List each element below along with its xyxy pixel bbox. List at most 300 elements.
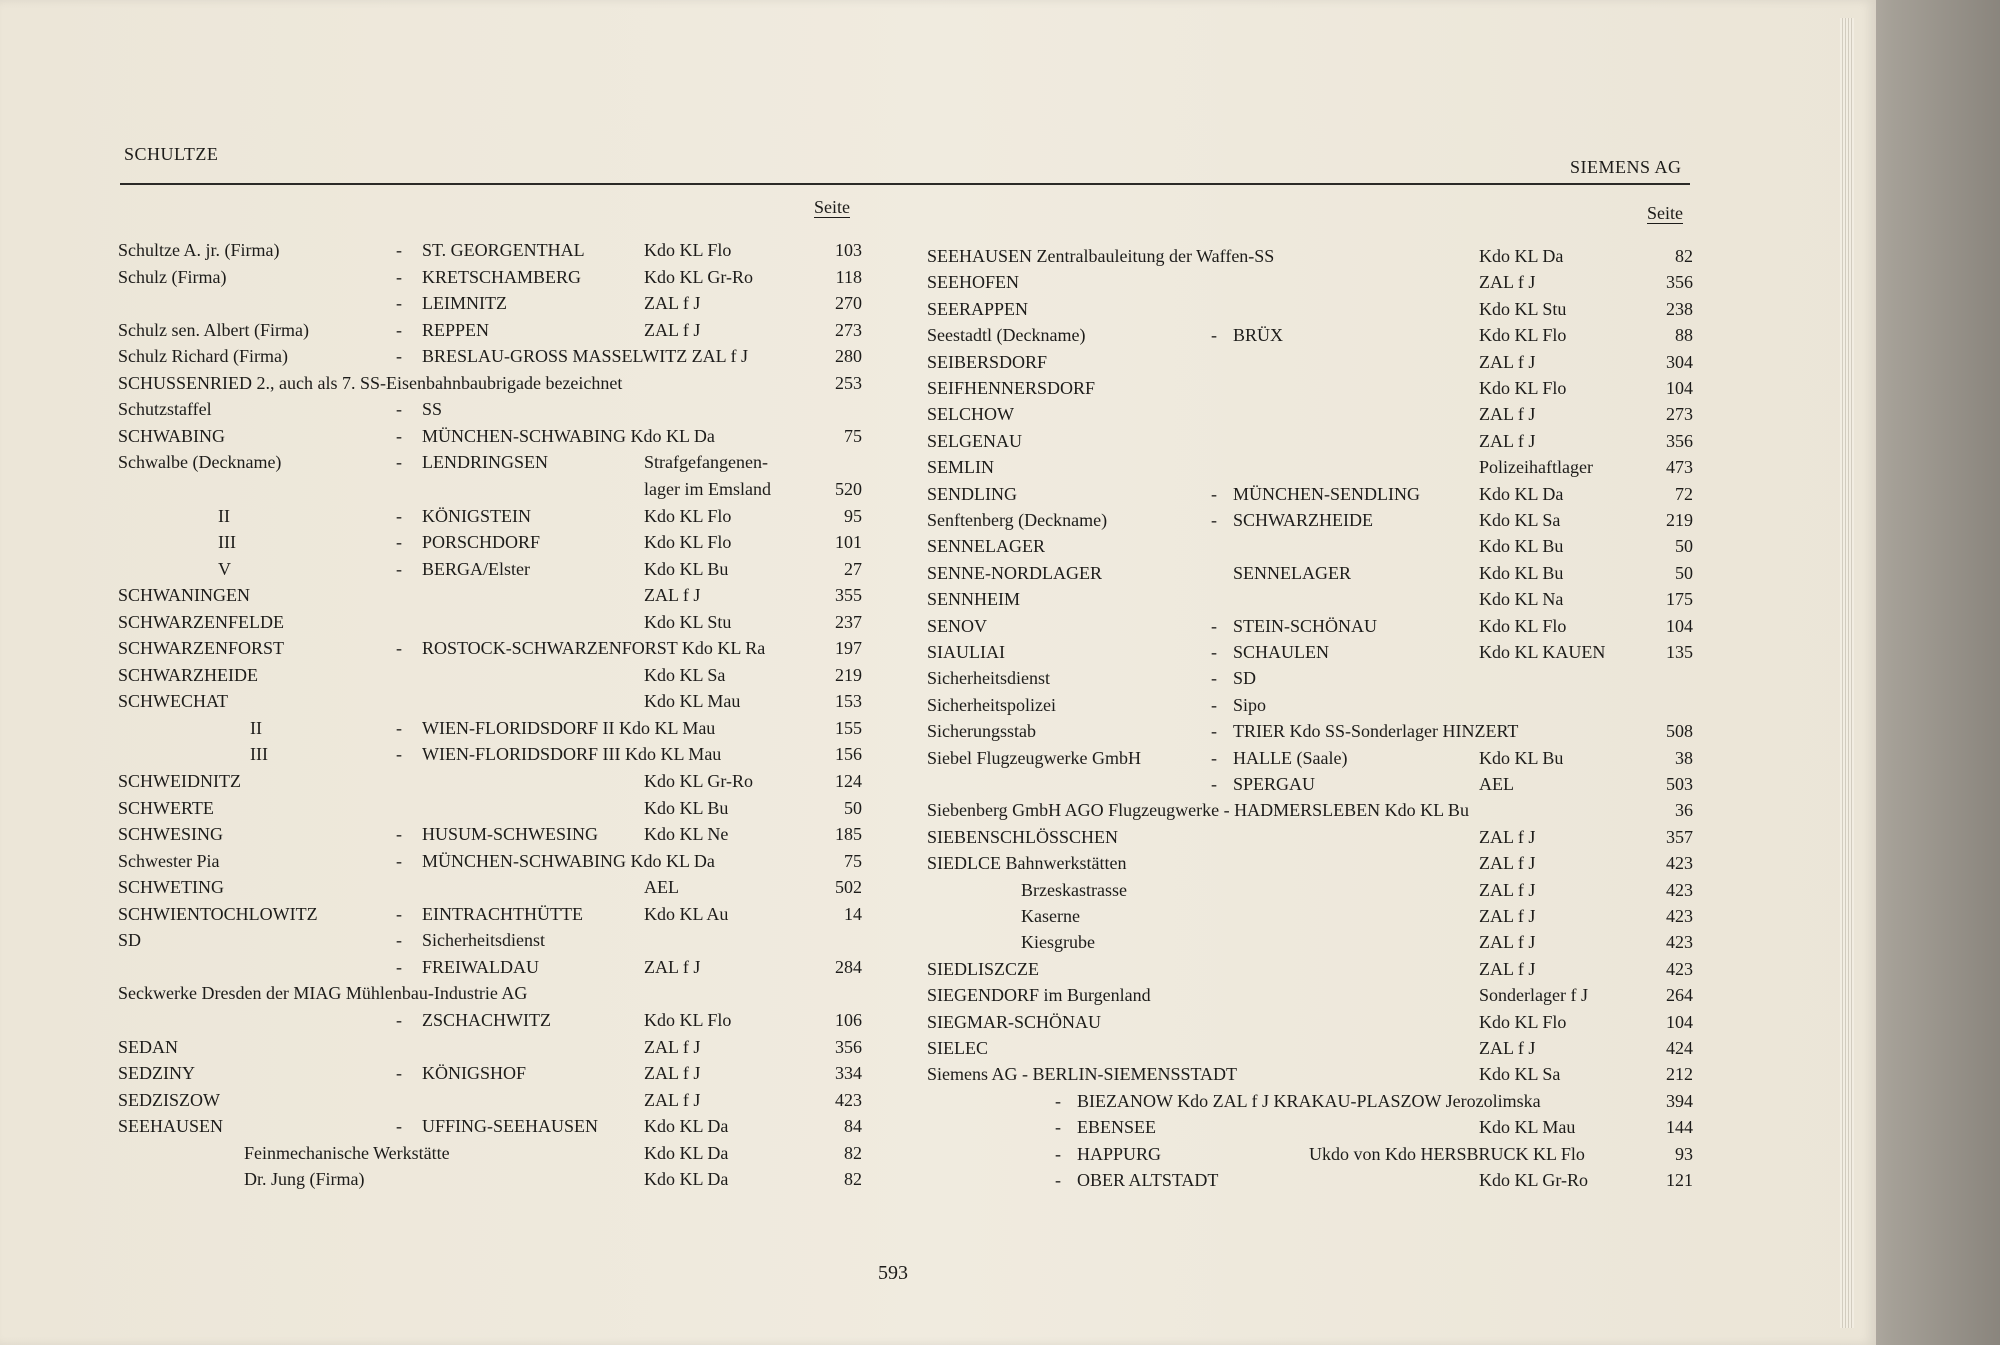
entry-page-number: 27: [844, 558, 862, 579]
entry-d-text: -: [396, 346, 402, 367]
entry-c-text: Kdo KL Da: [1479, 483, 1564, 504]
header-right: SIEMENS AG: [1570, 157, 1682, 177]
entry-c-text: Strafgefangenen-: [644, 452, 768, 473]
index-entry: [927, 510, 1697, 536]
entry-a-text: SENNELAGER: [927, 536, 1045, 557]
entry-b-text: SS: [422, 399, 443, 420]
entry-d-text: -: [396, 319, 402, 340]
entry-d-text: -: [1211, 721, 1217, 742]
index-entry: [118, 771, 878, 797]
index-entry: [118, 612, 878, 638]
entry-b-text: HALLE (Saale): [1233, 747, 1348, 768]
entry-d-text: -: [396, 532, 402, 553]
index-entry: [927, 246, 1697, 272]
entry-d-text: -: [1055, 1117, 1061, 1138]
entry-c-text: Kdo KL Sa: [1479, 510, 1561, 530]
entry-page-number: 423: [1666, 853, 1693, 874]
index-entry: [118, 744, 878, 770]
entry-a-text: SEEHOFEN: [927, 272, 1020, 293]
index-entry: [927, 748, 1697, 774]
entry-c-text: ZAL f J: [644, 293, 701, 314]
index-entry: [118, 559, 878, 585]
entry-c-text: ZAL f J: [1479, 932, 1536, 953]
entry-page-number: 356: [835, 1036, 862, 1057]
entry-d-text: -: [396, 293, 402, 314]
entry-b-text: SD: [1233, 668, 1257, 689]
entry-c-text: Kdo KL Mau: [1479, 1117, 1576, 1138]
entry-page-number: 280: [835, 346, 862, 367]
entry-c-text: Kdo KL Au: [644, 903, 729, 924]
entry-page-number: 197: [835, 638, 862, 659]
entry-c-text: Kdo KL Da: [644, 1169, 729, 1190]
entry-a-text: SCHUSSENRIED 2., auch als 7. SS-Eisenbahnbaubrigade bezeichnet: [118, 372, 623, 393]
entry-d-text: -: [1211, 483, 1217, 504]
entry-d-text: -: [1055, 1170, 1061, 1190]
entry-a-text: SIEGENDORF im Burgenland: [927, 985, 1151, 1006]
entry-page-number: 520: [835, 478, 862, 499]
index-entry: [118, 532, 878, 558]
entry-a-text: Dr. Jung (Firma): [244, 1169, 365, 1190]
index-entry: [927, 457, 1697, 483]
entry-a-text: SD: [118, 930, 142, 951]
entry-page-number: 238: [1666, 298, 1693, 319]
index-entry: [118, 1090, 878, 1116]
entry-b-text: MÜNCHEN-SENDLING: [1233, 483, 1420, 504]
entry-page-number: 423: [1666, 906, 1693, 926]
index-entry: [927, 299, 1697, 325]
entry-a-text: SCHWIENTOCHLOWITZ: [118, 903, 318, 924]
entry-a-text: V: [218, 558, 231, 579]
page-edge: [1840, 18, 1854, 1328]
entry-a-text: SIEBENSCHLÖSSCHEN: [927, 826, 1119, 847]
entry-page-number: 14: [844, 903, 862, 924]
entry-d-text: -: [396, 850, 402, 871]
index-entry: [118, 824, 878, 850]
entry-a-text: Kaserne: [1021, 906, 1080, 926]
entry-c-text: ZAL f J: [1479, 351, 1536, 372]
entry-d-text: -: [396, 558, 402, 579]
entry-a-text: Sicherheitspolizei: [927, 694, 1056, 715]
entry-c-text: Kdo KL KAUEN: [1479, 642, 1606, 662]
entry-c-text: Kdo KL Flo: [1479, 615, 1567, 636]
entry-page-number: 50: [1675, 562, 1693, 583]
entry-c-text: Kdo KL Stu: [1479, 298, 1567, 319]
entry-c-text: Kdo KL Na: [1479, 589, 1564, 610]
entry-b-text: WIEN-FLORIDSDORF III Kdo KL Mau: [422, 744, 722, 765]
entry-a-text: SEDZINY: [118, 1063, 195, 1084]
index-entry: [927, 616, 1697, 642]
entry-b-text: SCHWARZHEIDE: [1233, 510, 1373, 530]
entry-b-text: HUSUM-SCHWESING: [422, 824, 599, 845]
entry-b-text: PORSCHDORF: [422, 532, 541, 553]
entry-b-text: LENDRINGSEN: [422, 452, 548, 473]
index-entry: [927, 563, 1697, 589]
entry-page-number: 135: [1666, 642, 1693, 662]
entry-c-text: Kdo KL Flo: [644, 532, 732, 553]
entry-page-number: 355: [835, 585, 862, 606]
entry-d-text: -: [1211, 774, 1217, 794]
index-entry: [927, 695, 1697, 721]
entry-page-number: 270: [835, 293, 862, 314]
entry-a-text: SEIBERSDORF: [927, 351, 1048, 372]
entry-page-number: 237: [835, 611, 862, 632]
index-entry: [118, 1169, 878, 1195]
entry-a-text: Siebenberg GmbH AGO Flugzeugwerke - HADMERSLEBEN Kdo KL Bu: [927, 800, 1469, 821]
index-entry: [927, 880, 1697, 906]
entry-a-text: SCHWARZHEIDE: [118, 664, 258, 685]
entry-d-text: -: [396, 903, 402, 924]
index-entry: [927, 1064, 1697, 1090]
entry-a-text: SENDLING: [927, 483, 1017, 504]
index-entry: [118, 665, 878, 691]
entry-a-text: Seckwerke Dresden der MIAG Mühlenbau-Industrie AG: [118, 983, 528, 1004]
index-entry: [927, 431, 1697, 457]
index-entry: [927, 853, 1697, 879]
entry-c-text: Kdo KL Mau: [644, 691, 741, 712]
index-entry: [118, 373, 878, 399]
entry-a-text: Schulz Richard (Firma): [118, 346, 288, 367]
entry-page-number: 75: [844, 425, 862, 446]
entry-page-number: 503: [1666, 774, 1693, 794]
entry-page-number: 75: [844, 850, 862, 871]
entry-b-text: WIEN-FLORIDSDORF II Kdo KL Mau: [422, 717, 716, 738]
entry-b-text: SPERGAU: [1233, 774, 1316, 794]
entry-page-number: 273: [1666, 404, 1693, 425]
entry-c-text: Kdo KL Flo: [644, 1009, 732, 1030]
entry-page-number: 394: [1666, 1090, 1693, 1111]
entry-a-text: SCHWABING: [118, 425, 226, 446]
entry-b-text: HAPPURG: [1077, 1143, 1162, 1164]
index-entry: [927, 668, 1697, 694]
entry-c-text: ZAL f J: [644, 319, 701, 340]
entry-d-text: -: [1211, 510, 1217, 530]
entry-a-text: Schulz sen. Albert (Firma): [118, 319, 309, 340]
entry-a-text: SCHWERTE: [118, 797, 214, 818]
entry-page-number: 212: [1666, 1064, 1693, 1085]
index-entry: [927, 1170, 1697, 1196]
entry-d-text: -: [1211, 747, 1217, 768]
entry-page-number: 304: [1666, 351, 1693, 372]
entry-c-text: Kdo KL Flo: [1479, 1011, 1567, 1032]
entry-c-text: ZAL f J: [1479, 958, 1536, 979]
entry-a-text: Siebel Flugzeugwerke GmbH: [927, 747, 1141, 768]
index-entry: [118, 1063, 878, 1089]
entry-a-text: Senftenberg (Deckname): [927, 510, 1108, 530]
index-entry: [118, 267, 878, 293]
entry-a-text: Sicherungsstab: [927, 721, 1036, 742]
entry-page-number: 50: [1675, 536, 1693, 557]
entry-a-text: SCHWECHAT: [118, 691, 229, 712]
index-entry: [927, 932, 1697, 958]
index-entry: [118, 904, 878, 930]
page-number: 593: [878, 1262, 908, 1284]
entry-d-text: -: [1055, 1090, 1061, 1111]
entry-c-text: ZAL f J: [1479, 826, 1536, 847]
seite-label-left: Seite: [814, 197, 850, 217]
entry-b-text: SENNELAGER: [1233, 562, 1351, 583]
index-entry: [927, 1038, 1697, 1064]
entry-c-text: ZAL f J: [644, 1036, 701, 1057]
entry-page-number: 103: [835, 240, 862, 260]
entry-c-text: lager im Emsland: [644, 478, 771, 499]
entry-b-text: KÖNIGSHOF: [422, 1063, 527, 1084]
entry-a-text: Sicherheitsdienst: [927, 668, 1050, 689]
index-entry: [118, 798, 878, 824]
entry-d-text: -: [396, 930, 402, 951]
index-entry: [927, 378, 1697, 404]
index-entry: [927, 642, 1697, 668]
index-entry: [118, 346, 878, 372]
entry-c-text: Ukdo von Kdo HERSBRUCK KL Flo: [1309, 1143, 1585, 1164]
index-entry: [927, 906, 1697, 932]
entry-c-text: ZAL f J: [1479, 404, 1536, 425]
entry-page-number: 473: [1666, 457, 1693, 478]
index-entry: [927, 352, 1697, 378]
index-entry: [927, 325, 1697, 351]
entry-page-number: 88: [1675, 325, 1693, 346]
entry-page-number: 95: [844, 505, 862, 526]
entry-b-text: ST. GEORGENTHAL: [422, 240, 585, 260]
entry-c-text: AEL: [644, 877, 679, 898]
entry-c-text: ZAL f J: [644, 585, 701, 606]
index-entry: [927, 484, 1697, 510]
entry-a-text: SCHWARZENFELDE: [118, 611, 284, 632]
entry-page-number: 118: [835, 266, 862, 287]
entry-page-number: 273: [835, 319, 862, 340]
entry-page-number: 423: [1666, 879, 1693, 900]
entry-a-text: SCHWARZENFORST: [118, 638, 285, 659]
entry-page-number: 423: [835, 1089, 862, 1110]
entry-page-number: 84: [844, 1116, 862, 1137]
entry-b-text: KÖNIGSTEIN: [422, 505, 531, 526]
entry-b-text: BRESLAU-GROSS MASSELWITZ ZAL f J: [422, 346, 749, 367]
entry-b-text: REPPEN: [422, 319, 490, 340]
entry-c-text: Kdo KL Bu: [1479, 536, 1564, 557]
entry-d-text: -: [1211, 668, 1217, 689]
entry-page-number: 424: [1666, 1038, 1693, 1058]
entry-d-text: -: [1055, 1143, 1061, 1164]
entry-c-text: Kdo KL Gr-Ro: [1479, 1170, 1588, 1190]
index-entry: [927, 1144, 1697, 1170]
entry-b-text: STEIN-SCHÖNAU: [1233, 615, 1377, 636]
entry-c-text: Kdo KL Bu: [1479, 562, 1564, 583]
entry-b-text: ROSTOCK-SCHWARZENFORST Kdo KL Ra: [422, 638, 766, 659]
entry-page-number: 101: [835, 532, 862, 553]
entry-page-number: 104: [1666, 1011, 1693, 1032]
entry-page-number: 508: [1666, 721, 1693, 742]
entry-d-text: -: [1211, 642, 1217, 662]
index-entry: [927, 1091, 1697, 1117]
entry-a-text: SIAULIAI: [927, 642, 1005, 662]
entry-page-number: 38: [1675, 747, 1693, 768]
entry-c-text: Kdo KL Flo: [1479, 378, 1567, 398]
entry-d-text: -: [396, 744, 402, 765]
entry-a-text: Seestadtl (Deckname): [927, 325, 1086, 346]
entry-b-text: TRIER Kdo SS-Sonderlager HINZERT: [1233, 721, 1519, 742]
entry-page-number: 185: [835, 824, 862, 845]
index-entry: [118, 399, 878, 425]
entry-c-text: ZAL f J: [1479, 853, 1536, 874]
entry-a-text: SCHWETING: [118, 877, 224, 898]
entry-c-text: ZAL f J: [1479, 430, 1536, 451]
entry-b-text: FREIWALDAU: [422, 956, 539, 977]
entry-c-text: Kdo KL Bu: [644, 797, 729, 818]
entry-d-text: -: [396, 505, 402, 526]
entry-page-number: 219: [835, 664, 862, 685]
entry-c-text: Kdo KL Bu: [1479, 747, 1564, 768]
index-entry: [927, 774, 1697, 800]
entry-d-text: -: [396, 1116, 402, 1137]
entry-c-text: Kdo KL Gr-Ro: [644, 771, 753, 791]
entry-b-text: Sicherheitsdienst: [422, 930, 545, 951]
entry-a-text: SEERAPPEN: [927, 298, 1029, 319]
entry-c-text: ZAL f J: [644, 1063, 701, 1084]
entry-a-text: SIELEC: [927, 1038, 988, 1058]
entry-a-text: SCHWEIDNITZ: [118, 771, 241, 791]
entry-c-text: Kdo KL Flo: [644, 505, 732, 526]
entry-a-text: II: [218, 505, 230, 526]
entry-page-number: 219: [1666, 510, 1693, 530]
entry-page-number: 106: [835, 1009, 862, 1030]
entry-d-text: -: [1211, 615, 1217, 636]
entry-page-number: 356: [1666, 430, 1693, 451]
entry-a-text: SEMLIN: [927, 457, 994, 478]
index-entry: [118, 1010, 878, 1036]
entry-c-text: ZAL f J: [644, 956, 701, 977]
entry-a-text: SENNE-NORDLAGER: [927, 562, 1102, 583]
entry-page-number: 72: [1675, 483, 1693, 504]
index-entry: [927, 404, 1697, 430]
entry-d-text: -: [396, 717, 402, 738]
entry-page-number: 423: [1666, 958, 1693, 979]
entry-a-text: SIEDLCE Bahnwerkstätten: [927, 853, 1127, 874]
entry-b-text: KRETSCHAMBERG: [422, 266, 582, 287]
entry-a-text: SEIFHENNERSDORF: [927, 378, 1096, 398]
entry-page-number: 144: [1666, 1117, 1693, 1138]
entry-c-text: Kdo KL Sa: [644, 664, 726, 685]
entry-page-number: 82: [1675, 246, 1693, 266]
entry-b-text: EBENSEE: [1077, 1117, 1156, 1138]
index-entry: [118, 718, 878, 744]
entry-a-text: III: [250, 744, 268, 765]
entry-d-text: -: [396, 240, 402, 260]
index-entry: [927, 827, 1697, 853]
entry-d-text: -: [396, 266, 402, 287]
index-entry: [118, 240, 878, 266]
entry-b-text: Sipo: [1233, 694, 1267, 715]
index-entry: [118, 930, 878, 956]
index-entry: [118, 957, 878, 983]
entry-a-text: II: [250, 717, 262, 738]
entry-b-text: MÜNCHEN-SCHWABING Kdo KL Da: [422, 425, 715, 446]
entry-a-text: SEDAN: [118, 1036, 179, 1057]
entry-a-text: SENNHEIM: [927, 589, 1020, 610]
entry-a-text: III: [218, 532, 236, 553]
entry-page-number: 423: [1666, 932, 1693, 953]
entry-a-text: Kiesgrube: [1021, 932, 1095, 953]
entry-page-number: 284: [835, 956, 862, 977]
entry-a-text: SELGENAU: [927, 430, 1022, 451]
entry-page-number: 502: [835, 877, 862, 898]
entry-c-text: Kdo KL Sa: [1479, 1064, 1561, 1085]
index-entry: [927, 721, 1697, 747]
index-entry: [118, 320, 878, 346]
index-entry: [118, 452, 878, 478]
entry-a-text: SIEDLISZCZE: [927, 958, 1039, 979]
entry-c-text: Kdo KL Da: [644, 1142, 729, 1163]
index-entry: [118, 851, 878, 877]
entry-a-text: Schutzstaffel: [118, 399, 212, 420]
entry-b-text: EINTRACHTHÜTTE: [422, 903, 583, 924]
entry-a-text: Siemens AG - BERLIN-SIEMENSSTADT: [927, 1064, 1238, 1085]
index-entry: [118, 585, 878, 611]
index-entry: [927, 589, 1697, 615]
entry-a-text: SCHWANINGEN: [118, 585, 250, 606]
index-entry: [118, 1143, 878, 1169]
entry-page-number: 357: [1666, 826, 1693, 847]
entry-page-number: 253: [835, 372, 862, 393]
index-entry: [927, 800, 1697, 826]
index-entry: [927, 536, 1697, 562]
entry-b-text: ZSCHACHWITZ: [422, 1009, 551, 1030]
entry-page-number: 356: [1666, 272, 1693, 293]
index-entry: [927, 959, 1697, 985]
index-entry: [927, 985, 1697, 1011]
index-entry: [118, 983, 878, 1009]
entry-c-text: ZAL f J: [644, 1089, 701, 1110]
entry-a-text: SIEGMAR-SCHÖNAU: [927, 1011, 1102, 1032]
header-rule: [120, 183, 1690, 185]
entry-d-text: -: [1211, 325, 1217, 346]
entry-c-text: Kdo KL Stu: [644, 611, 732, 632]
entry-a-text: Feinmechanische Werkstätte: [244, 1142, 450, 1163]
entry-b-text: BERGA/Elster: [422, 558, 530, 579]
entry-c-text: Kdo KL Da: [644, 1116, 729, 1137]
entry-b-text: LEIMNITZ: [422, 293, 507, 314]
index-entry: [118, 293, 878, 319]
entry-c-text: ZAL f J: [1479, 906, 1536, 926]
entry-a-text: SELCHOW: [927, 404, 1014, 425]
entry-a-text: Schulz (Firma): [118, 266, 227, 287]
entry-a-text: SCHWESING: [118, 824, 224, 845]
entry-a-text: Brzeskastrasse: [1021, 879, 1127, 900]
entry-c-text: Kdo KL Flo: [1479, 325, 1567, 346]
entry-c-text: AEL: [1479, 774, 1514, 794]
entry-c-text: Kdo KL Da: [1479, 246, 1564, 266]
entry-d-text: -: [396, 824, 402, 845]
entry-b-text: BIEZANOW Kdo ZAL f J KRAKAU-PLASZOW Jerozolimska: [1077, 1090, 1541, 1111]
entry-b-text: OBER ALTSTADT: [1077, 1170, 1219, 1190]
entry-page-number: 93: [1675, 1143, 1693, 1164]
entry-d-text: -: [1211, 694, 1217, 715]
index-entry: [118, 426, 878, 452]
entry-page-number: 104: [1666, 378, 1693, 398]
index-entry: [927, 272, 1697, 298]
entry-a-text: Schwalbe (Deckname): [118, 452, 282, 473]
index-entry: [118, 1116, 878, 1142]
entry-a-text: Schultze A. jr. (Firma): [118, 240, 280, 260]
entry-b-text: SCHAULEN: [1233, 642, 1330, 662]
entry-c-text: Polizeihaftlager: [1479, 457, 1593, 478]
index-entry: [118, 691, 878, 717]
index-entry: [118, 877, 878, 903]
entry-page-number: 121: [1666, 1170, 1693, 1190]
entry-a-text: SEEHAUSEN Zentralbauleitung der Waffen-SS: [927, 246, 1275, 266]
entry-a-text: SEDZISZOW: [118, 1089, 220, 1110]
entry-d-text: -: [396, 956, 402, 977]
entry-page-number: 264: [1666, 985, 1693, 1006]
seite-label-right: Seite: [1647, 203, 1683, 223]
